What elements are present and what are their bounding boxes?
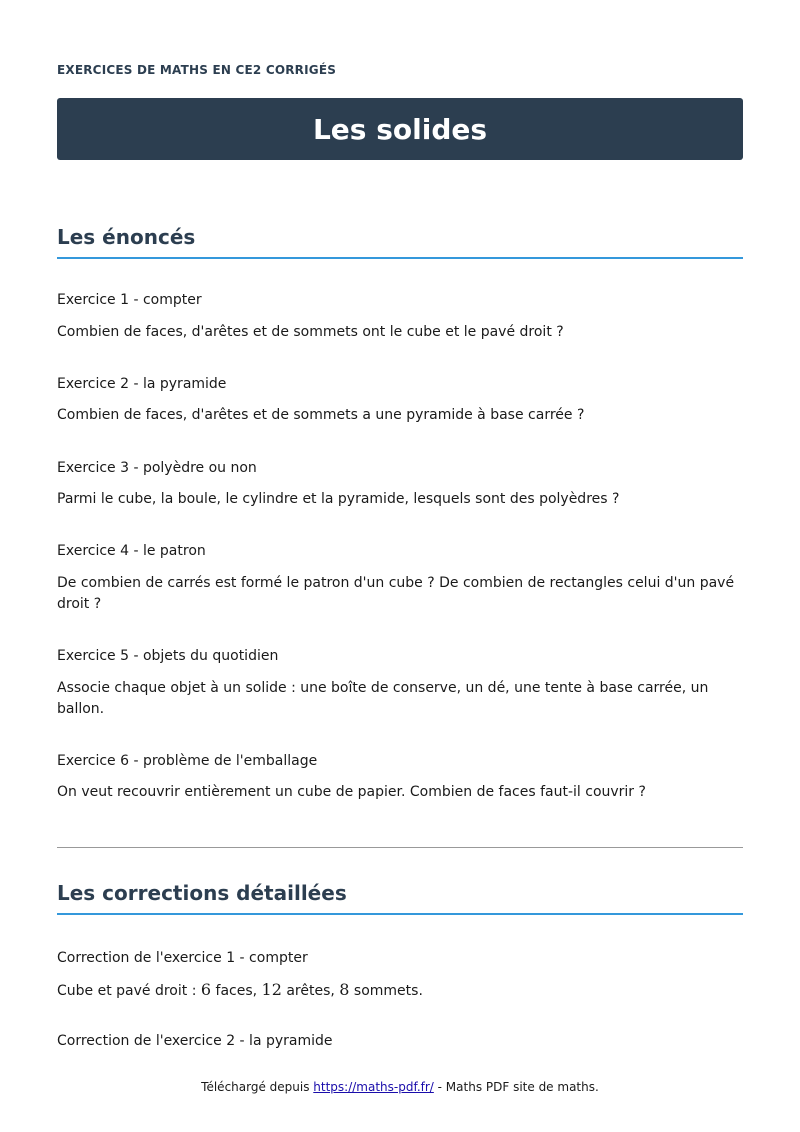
edges-value: 12 <box>261 980 282 999</box>
exercise-2-title: Exercice 2 - la pyramide <box>57 376 227 392</box>
faces-label: faces, <box>211 983 262 999</box>
exercise-1-title: Exercice 1 - compter <box>57 292 202 308</box>
correction-2-title: Correction de l'exercice 2 - la pyramide <box>57 1033 333 1049</box>
exercise-4-text: De combien de carrés est formé le patron d'un cube ? De combien de rectangles celui d'un pavé droit ? <box>57 575 735 612</box>
correction-1-text <box>57 979 747 1002</box>
edges-label: arêtes, <box>281 983 340 999</box>
exercise-4-title: Exercice 4 - le patron <box>57 543 206 559</box>
vertices-label: sommets. <box>349 983 423 999</box>
exercise-2-text: Combien de faces, d'arêtes et de sommets a une pyramide à base carrée ? <box>57 407 585 423</box>
page-title: Les solides <box>312 112 488 146</box>
exercise-1-text: Combien de faces, d'arêtes et de sommets ont le cube et le pavé droit ? <box>57 324 564 340</box>
exercise-5-text: Associe chaque objet à un solide : une boîte de conserve, un dé, une tente à base carrée, un ballon. <box>57 680 709 717</box>
statements-heading: Les énoncés <box>57 225 743 259</box>
page-footer <box>0 1080 800 1094</box>
exercise-6-title: Exercice 6 - problème de l'emballage <box>57 753 318 769</box>
faces-value: 6 <box>200 980 212 999</box>
document-kicker: EXERCICES DE MATHS EN CE2 CORRIGÉS <box>57 63 337 77</box>
title-banner <box>57 98 743 160</box>
exercise-5-title: Exercice 5 - objets du quotidien <box>57 648 279 664</box>
footer-link[interactable]: https://maths-pdf.fr/ <box>313 1080 434 1094</box>
section-divider <box>57 847 743 848</box>
correction-1-prefix: Cube et pavé droit : <box>57 983 201 999</box>
corrections-heading: Les corrections détaillées <box>57 881 743 915</box>
exercise-6-text: On veut recouvrir entièrement un cube de papier. Combien de faces faut-il couvrir ? <box>57 784 646 800</box>
exercise-3-title: Exercice 3 - polyèdre ou non <box>57 460 257 476</box>
footer-prefix: Téléchargé depuis <box>201 1080 314 1094</box>
correction-1-title: Correction de l'exercice 1 - compter <box>57 950 308 966</box>
footer-suffix: - Maths PDF site de maths. <box>433 1080 599 1094</box>
vertices-value: 8 <box>339 980 350 999</box>
exercise-3-text: Parmi le cube, la boule, le cylindre et la pyramide, lesquels sont des polyèdres ? <box>57 491 620 507</box>
